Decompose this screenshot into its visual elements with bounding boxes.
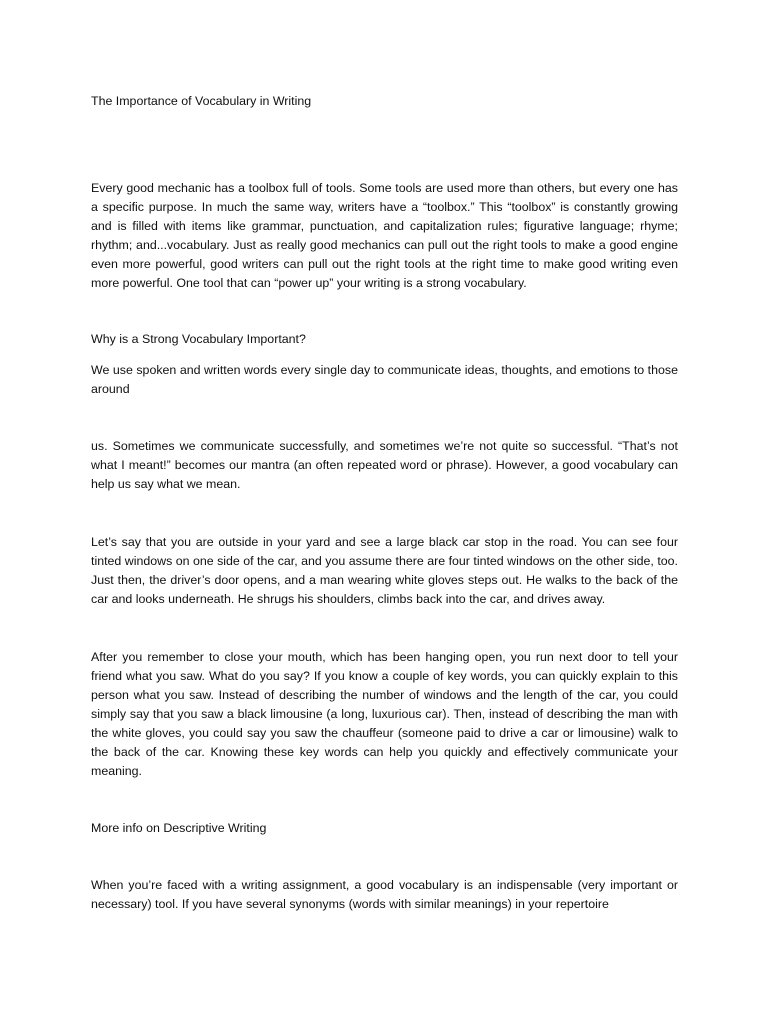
paragraph-communicate-part-2: us. Sometimes we communicate successfully, and sometimes we’re not quite so successful. “That’s not what I meant!” becomes our mantra (an often repeated word or phrase). However, a good vocabulary can help us say what we mean.: [91, 439, 678, 491]
paragraph-car-story: Let’s say that you are outside in your yard and see a large black car stop in the road. You can see four tinted windows on one side of the car, and you assume there are four tinted windows on the other side, too. Just then, the driver’s door opens, and a man wearing white gloves steps out. He walks to the back of the car and looks underneath. He shrugs his shoulders, climbs back into the car, and drives away.: [91, 535, 678, 606]
document-title: The Importance of Vocabulary in Writing: [91, 94, 312, 108]
paragraph-writing-assignment: When you’re faced with a writing assignment, a good vocabulary is an indispensable (very important or necessary) tool. If you have several synonyms (words with similar meanings) in your repertoire: [91, 878, 678, 911]
paragraph-friend-story: After you remember to close your mouth, which has been hanging open, you run next door to tell your friend what you saw. What do you say? If you know a couple of key words, you can quickly explain to this person what you saw. Instead of describing the number of windows and the length of the car, you could simply say that you saw a black limousine (a long, luxurious car). Then, instead of describing the man with the white gloves, you could say you saw the chauffeur (someone paid to drive a car or limousine) walk to the back of the car. Knowing these key words can help you quickly and effectively communicate your meaning.: [91, 650, 678, 778]
section-heading-why: Why is a Strong Vocabulary Important?: [91, 332, 306, 346]
more-info-link[interactable]: More info on Descriptive Writing: [91, 821, 267, 835]
paragraph-communicate-part-1: We use spoken and written words every single day to communicate ideas, thoughts, and emotions to those around: [91, 363, 678, 396]
paragraph-toolbox: Every good mechanic has a toolbox full of tools. Some tools are used more than others, but every one has a specific purpose. In much the same way, writers have a “toolbox.” This “toolbox” is constantly growing and is filled with items like grammar, punctuation, and capitalization rules; figurative language; rhyme; rhythm; and...vocabulary. Just as really good mechanics can pull out the right tools to make a good engine even more powerful, good writers can pull out the right tools at the right time to make good writing even more powerful. One tool that can “power up” your writing is a strong vocabulary.: [91, 181, 678, 290]
